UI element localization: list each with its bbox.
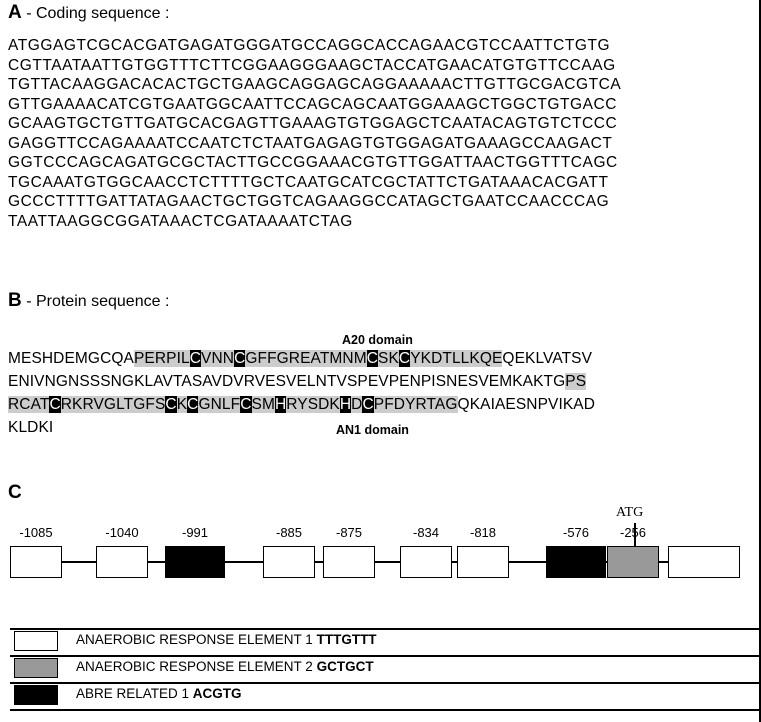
legend-element-name: ANAEROBIC RESPONSE ELEMENT 2 [76, 659, 317, 674]
cis-element-box [400, 546, 452, 578]
residue-highlight-inverted: C [240, 396, 252, 413]
legend-element-name: ABRE RELATED 1 [76, 686, 193, 701]
protein-span: KLDKI [8, 419, 54, 436]
domain-highlight-span: RKRVGLTGFS [60, 396, 166, 413]
coding-sequence-line: CGTTAATAATTGTGGTTTCTTCGGAAGGGAAGCTACCATGAACATGTGTTCCAAG [8, 56, 616, 74]
domain-highlight-span: GFFGREATMNM [245, 350, 367, 367]
domain-highlight-span: SK [378, 350, 399, 367]
coding-sequence-line: GCCCTTTTGATTATAGAACTGCTGGTCAGAAGGCCATAGCTGAATCCAACCCAG [8, 193, 610, 210]
legend-motif: TTTGTTT [316, 632, 377, 647]
cis-element-box [96, 546, 148, 578]
cis-element-position-label: -256 [619, 525, 647, 540]
panel-b-letter: B [8, 290, 22, 311]
protein-sequence-line [8, 393, 728, 416]
cis-element-position-label: -818 [469, 525, 497, 540]
cis-element-box [607, 546, 659, 578]
panel-a-title: - Coding sequence : [26, 5, 170, 22]
legend-text [76, 632, 377, 647]
residue-highlight-inverted: C [234, 350, 246, 367]
residue-highlight-inverted: C [398, 350, 411, 367]
residue-highlight-inverted: C [165, 396, 177, 413]
domain-highlight-span: PERPIL [133, 350, 190, 367]
domain-highlight-span: PS [565, 373, 587, 390]
protein-sequence-line [8, 370, 728, 393]
legend-swatch [14, 658, 58, 678]
cis-element-position-label: -576 [562, 525, 590, 540]
coding-sequence-line: ATGGAGTCGCACGATGAGATGGGATGCCAGGCACCAGAACGTCCAATTCTGTG [8, 37, 611, 54]
legend-swatch [14, 685, 58, 705]
panel-b-heading [8, 290, 169, 312]
legend-block [10, 628, 755, 709]
panel-c-letter: C [8, 482, 22, 503]
domain-highlight-span: YKDTLLKQE [410, 350, 503, 367]
coding-sequence-line: TAATTAAGGCGGATAAACTCGATAAAATCTAG [8, 212, 353, 230]
residue-highlight-inverted: C [362, 396, 374, 413]
domain-highlight-span: VNN [201, 350, 235, 367]
legend-motif: GCTGCT [316, 659, 374, 674]
cis-element-box [165, 546, 225, 578]
coding-sequence-line: GAGGTTCCAGAAAATCCAATCTCTAATGAGAGTGTGGAGATGAAAGCCAAGACT [8, 134, 613, 152]
residue-highlight-inverted: C [189, 350, 202, 367]
cis-element-position-label: -875 [335, 525, 363, 540]
legend-motif: ACGTG [192, 686, 242, 701]
residue-highlight-inverted: C [366, 350, 379, 367]
legend-row [10, 628, 755, 655]
legend-divider [10, 709, 761, 711]
legend-row [10, 682, 755, 709]
cis-element-position-label: -834 [412, 525, 440, 540]
cis-element-box [263, 546, 315, 578]
legend-text [76, 659, 374, 674]
coding-sequence-line: TGTTACAAGGACACACTGCTGAAGCAGGAGCAGGAAAAACTTGTTGCGACGTCA [8, 76, 622, 93]
a20-domain-label: A20 domain [342, 333, 413, 347]
domain-highlight-span: SM [251, 396, 275, 413]
cis-element-box [323, 546, 375, 578]
legend-row [10, 655, 755, 682]
legend-swatch [14, 631, 58, 651]
residue-highlight-inverted: H [274, 396, 287, 413]
legend-text [76, 686, 242, 701]
cis-element-box [546, 546, 606, 578]
cis-element-position-label: -1085 [19, 525, 53, 540]
residue-highlight-inverted: H [339, 396, 352, 413]
domain-highlight-span: GNLF [198, 396, 241, 413]
cis-element-position-label: -991 [181, 525, 209, 540]
protein-sequence-line [8, 347, 728, 370]
cis-element-position-label: -885 [275, 525, 303, 540]
coding-sequence-line: GCAAGTGCTGTTGATGCACGAGTTGAAAGTGTGGAGCTCAATACAGTGTCTCCC [8, 115, 618, 132]
domain-highlight-span: K [176, 396, 188, 413]
cis-element-box [10, 546, 62, 578]
an1-domain-label: AN1 domain [336, 423, 409, 437]
domain-highlight-span: RYSDK [286, 396, 340, 413]
legend-element-name: ANAEROBIC RESPONSE ELEMENT 1 [76, 632, 317, 647]
promoter-diagram [0, 505, 755, 585]
panel-a-heading [8, 2, 169, 24]
protein-span: ENIVNGNSSSNGKLAVTASAVDVRVESVELNTVSPEVPENPISNESVEMKAKTG [8, 373, 566, 390]
protein-span: QKAIAESNPVIKAD [457, 396, 596, 413]
coding-sequence-line: TGCAAATGTGGCAACCTCTTTTGCTCAATGCATCGCTATTCTGATAAACACGATT [8, 173, 609, 191]
protein-span: QEKLVATSV [502, 350, 593, 367]
panel-a-letter: A [8, 2, 22, 23]
orf-box [668, 546, 740, 578]
domain-highlight-span: CAT [19, 396, 50, 413]
coding-sequence-text [8, 36, 708, 231]
residue-highlight-inverted: C [187, 396, 199, 413]
domain-highlight-span: D [351, 396, 363, 413]
panel-b-title: - Protein sequence : [26, 293, 170, 310]
coding-sequence-line: GTTGAAAACATCGTGAATGGCAATTCCAGCAGCAATGGAAAGCTGGCTGTGACC [8, 95, 617, 113]
residue-highlight-inverted: C [49, 396, 61, 413]
protein-span: MESHDEMGCQA [8, 350, 134, 367]
domain-highlight-span: R [8, 396, 20, 413]
atg-label: ATG [616, 505, 644, 520]
domain-highlight-span: PFDYRTAG [373, 396, 458, 413]
cis-element-position-label: -1040 [105, 525, 139, 540]
cis-element-box [457, 546, 509, 578]
coding-sequence-line: GGTCCCAGCAGATGCGCTACTTGCCGGAAACGTGTTGGATTAACTGGTTTCAGC [8, 154, 618, 171]
